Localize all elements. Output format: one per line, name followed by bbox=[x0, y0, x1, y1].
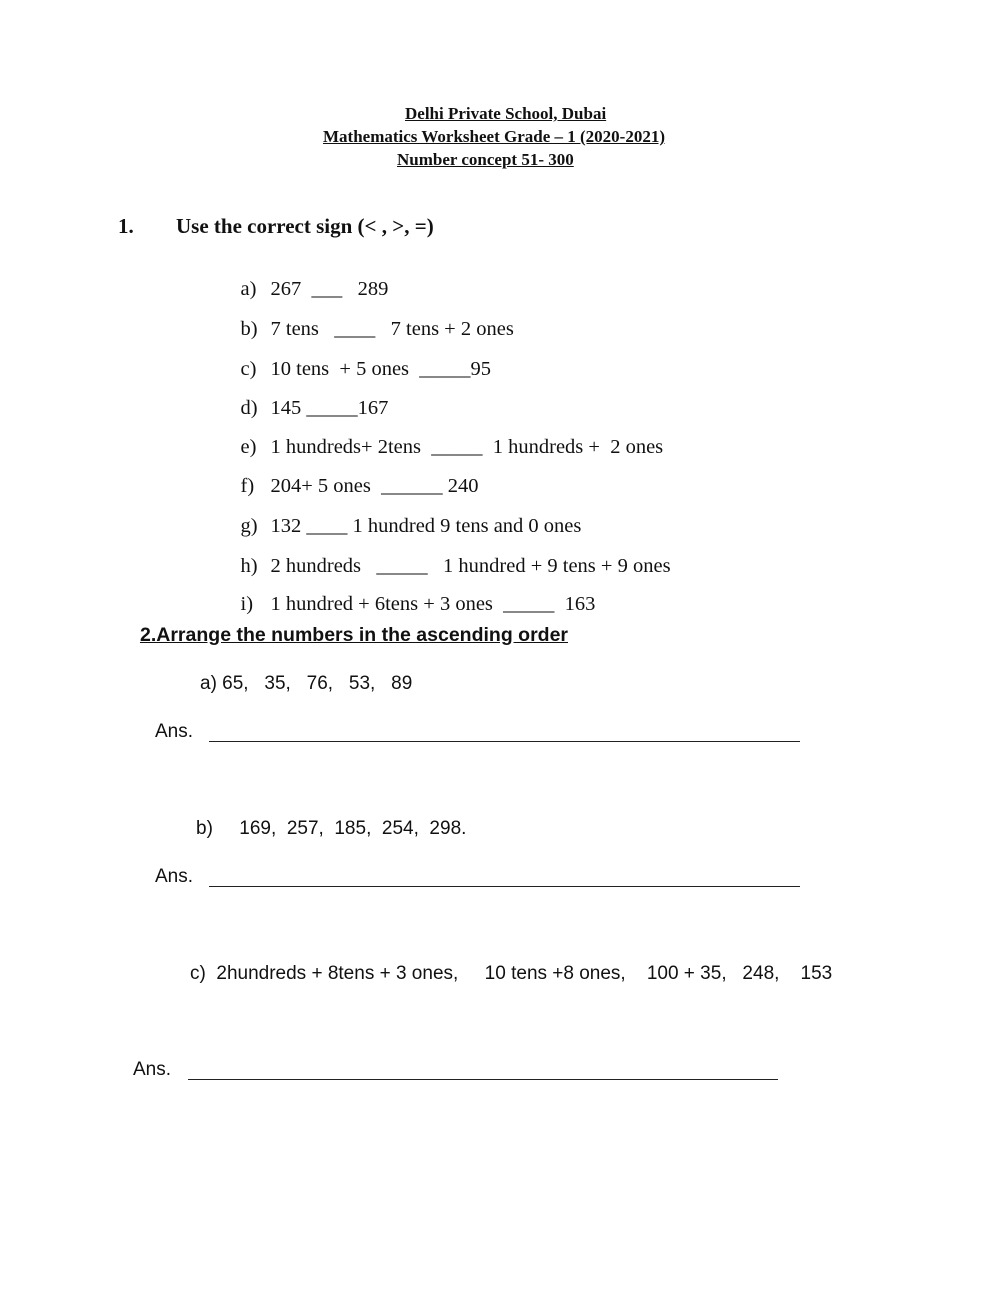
q2-part-a-answer-line[interactable] bbox=[209, 741, 800, 742]
school-name: Delhi Private School, Dubai bbox=[405, 104, 607, 123]
q1-item-text: 132 ____ 1 hundred 9 tens and 0 ones bbox=[270, 515, 582, 537]
question-1-instruction: Use the correct sign (< , >, =) bbox=[176, 214, 434, 238]
answer-label: Ans. bbox=[133, 1059, 172, 1080]
q1-item-label: h) bbox=[240, 555, 258, 577]
question-1-title bbox=[118, 214, 434, 239]
q2-part-b-answer-line[interactable] bbox=[209, 886, 800, 887]
q1-item-text: 267 ___ 289 bbox=[270, 278, 389, 300]
q2-part-a-answer bbox=[155, 721, 193, 743]
q1-item-label: d) bbox=[240, 397, 258, 419]
q1-item-label: b) bbox=[240, 318, 258, 340]
worksheet-title: Mathematics Worksheet Grade – 1 (2020-2021) bbox=[323, 127, 665, 146]
q1-item-label: e) bbox=[240, 436, 257, 458]
q2-part-c-answer bbox=[133, 1059, 171, 1081]
q1-item-text: 2 hundreds _____ 1 hundred + 9 tens + 9 ones bbox=[270, 555, 671, 577]
q2-part-b-numbers: b) 169, 257, 185, 254, 298. bbox=[196, 818, 467, 839]
q1-item-label: g) bbox=[240, 515, 258, 537]
q2-part-c-numbers: c) 2hundreds + 8tens + 3 ones, 10 tens +8 ones, 100 + 35, 248, 153 bbox=[190, 963, 833, 984]
worksheet-topic: Number concept 51- 300 bbox=[397, 150, 574, 169]
q1-item-label: i) bbox=[240, 593, 254, 615]
q1-item-text: 1 hundred + 6tens + 3 ones _____ 163 bbox=[270, 593, 596, 615]
q2-part-b-answer bbox=[155, 866, 193, 888]
q2-part-a-numbers: a) 65, 35, 76, 53, 89 bbox=[200, 673, 413, 694]
q1-item-text: 204+ 5 ones ______ 240 bbox=[270, 475, 479, 497]
q1-item-label: a) bbox=[240, 278, 257, 300]
q1-item-label: c) bbox=[240, 358, 257, 380]
q1-item-text: 145 _____167 bbox=[270, 397, 389, 419]
question-2-title: 2.Arrange the numbers in the ascending order bbox=[140, 624, 569, 646]
q1-item-label: f) bbox=[240, 475, 255, 497]
q1-item-text: 7 tens ____ 7 tens + 2 ones bbox=[270, 318, 514, 340]
question-1-number: 1. bbox=[118, 214, 134, 238]
answer-label: Ans. bbox=[155, 866, 194, 887]
q2-part-c-answer-line[interactable] bbox=[188, 1079, 778, 1080]
q1-item-text: 1 hundreds+ 2tens _____ 1 hundreds + 2 ones bbox=[270, 436, 664, 458]
q1-item-text: 10 tens + 5 ones _____95 bbox=[270, 358, 492, 380]
answer-label: Ans. bbox=[155, 721, 194, 742]
